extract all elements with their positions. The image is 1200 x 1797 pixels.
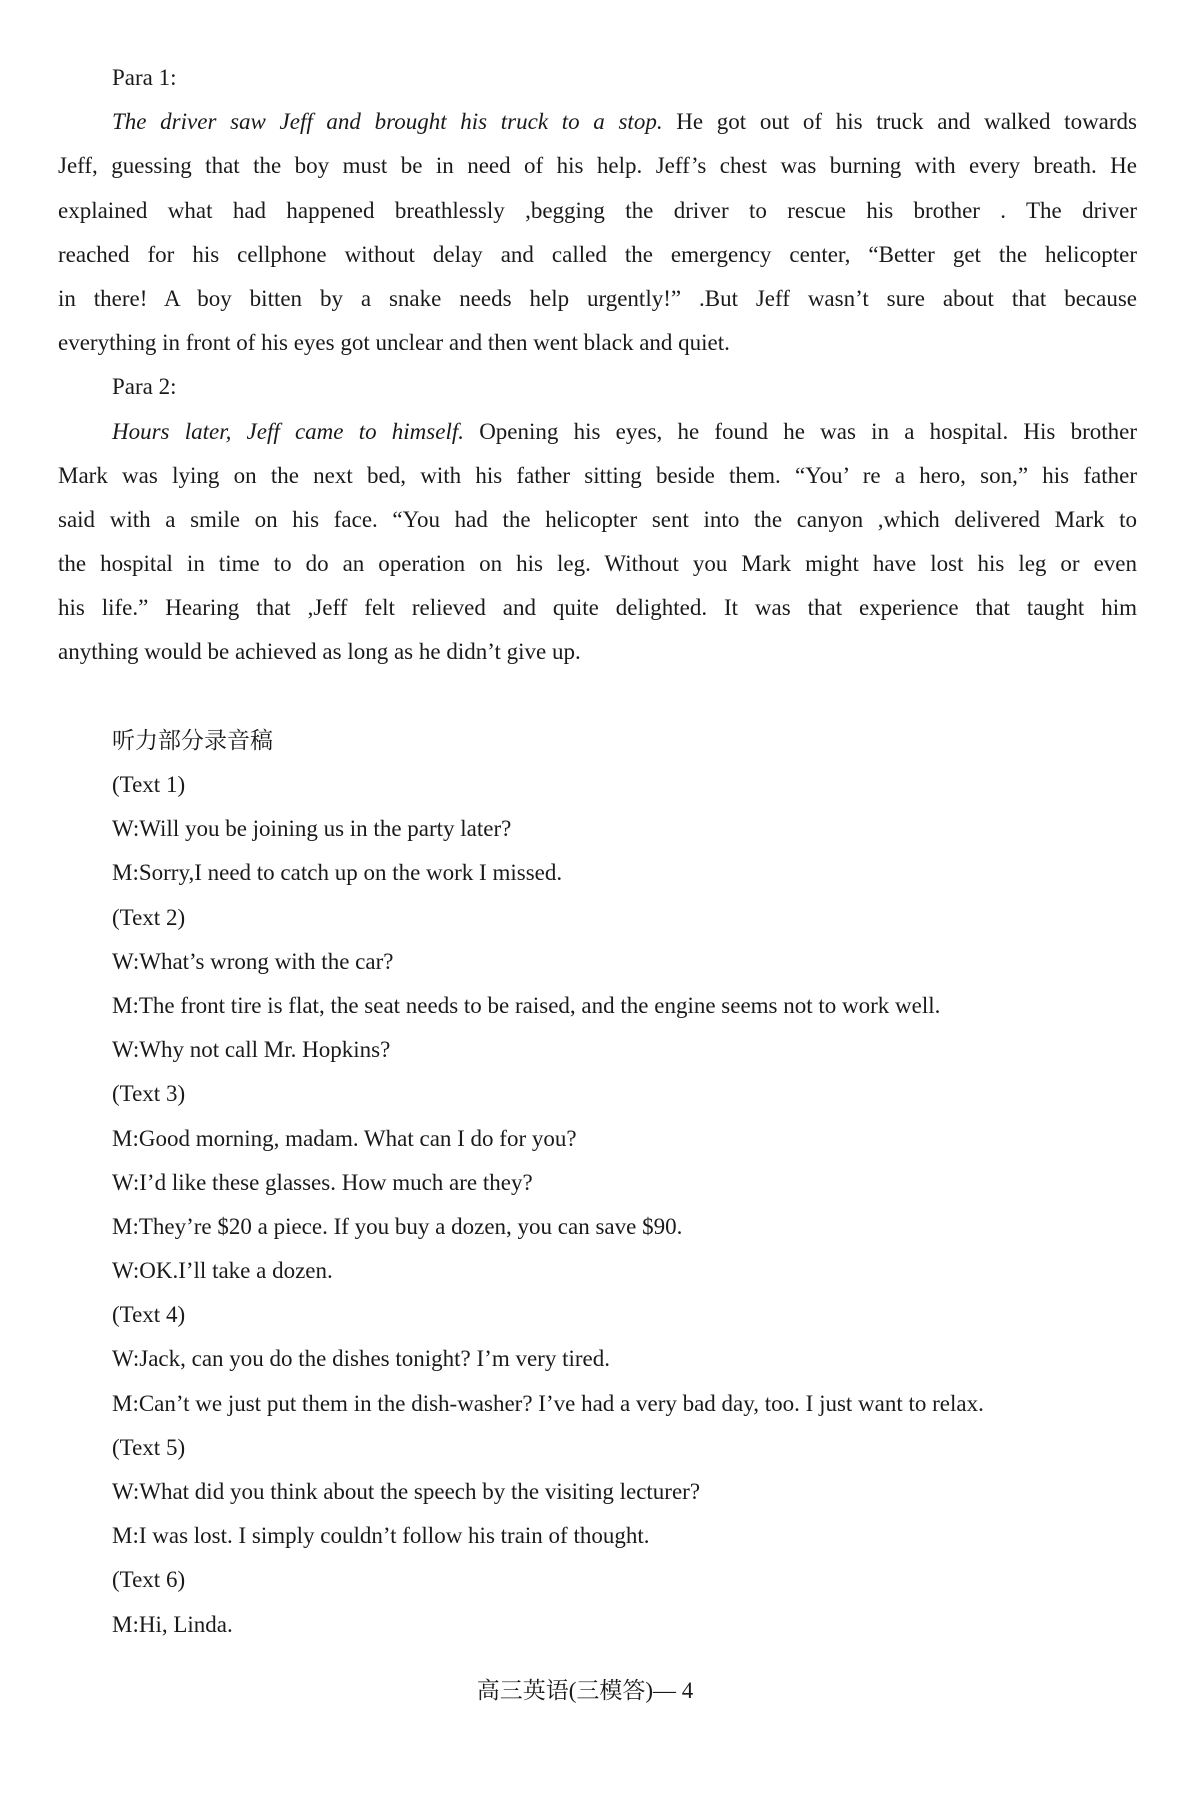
para2-line: said with a smile on his face. “You had the helicopter sent into the canyon ,which delivered Mark to: [58, 506, 1137, 532]
para2-label: Para 2:: [112, 374, 177, 400]
transcript-heading: (Text 2): [112, 904, 186, 930]
transcript-line: M:Sorry,I need to catch up on the work I missed.: [112, 860, 563, 886]
transcript-heading: (Text 5): [112, 1434, 186, 1460]
transcript-heading: (Text 6): [112, 1567, 186, 1593]
para1-line: explained what had happened breathlessly ,begging the driver to rescue his brother . The driver: [58, 197, 1137, 223]
transcript-line: W:What did you think about the speech by the visiting lecturer?: [112, 1479, 701, 1504]
para1-line: Jeff, guessing that the boy must be in need of his help. Jeff’s chest was burning with every breath. He: [58, 153, 1137, 179]
para2-line: Hours later, Jeff came to himself. Opening his eyes, he found he was in a hospital. His brother: [112, 418, 1137, 444]
transcript-line: M:The front tire is flat, the seat needs to be raised, and the engine seems not to work well.: [112, 992, 941, 1018]
section-gap: [58, 675, 1137, 719]
transcript-line: M:Can’t we just put them in the dish-washer? I’ve had a very bad day, too. I just want to relax.: [112, 1390, 984, 1416]
transcript-line: W:What’s wrong with the car?: [112, 948, 394, 974]
transcript-line: W:I’d like these glasses. How much are they?: [112, 1169, 533, 1195]
transcript-line: W:Will you be joining us in the party later?: [112, 816, 512, 842]
page-footer: 高三英语(三模答)— 4: [476, 1678, 694, 1703]
document-page: [58, 56, 1137, 1647]
listening-title: 听力部分录音稿: [112, 727, 273, 753]
transcript-line: W:OK.I’ll take a dozen.: [112, 1258, 333, 1284]
transcript-heading: (Text 3): [112, 1081, 186, 1107]
transcript-line: W:Jack, can you do the dishes tonight? I’m very tired.: [112, 1346, 610, 1372]
para1-label: Para 1:: [112, 65, 177, 90]
para2-line: the hospital in time to do an operation on his leg. Without you Mark might have lost his leg or even: [58, 551, 1137, 577]
para2-line: Mark was lying on the next bed, with his father sitting beside them. “You’ re a hero, son,” his father: [58, 462, 1137, 488]
para1-line: The driver saw Jeff and brought his truck to a stop. He got out of his truck and walked towards: [112, 109, 1137, 135]
para2-line: anything would be achieved as long as he didn’t give up.: [58, 639, 581, 665]
transcript-line: M:Good morning, madam. What can I do for you?: [112, 1125, 577, 1151]
transcript-line: W:Why not call Mr. Hopkins?: [112, 1037, 391, 1063]
transcript-heading: (Text 1): [112, 772, 186, 797]
transcript-line: M:They’re $20 a piece. If you buy a dozen, you can save $90.: [112, 1213, 683, 1239]
para2-line: his life.” Hearing that ,Jeff felt relieved and quite delighted. It was that experience that taught him: [58, 595, 1137, 621]
para1-line: in there! A boy bitten by a snake needs help urgently!” .But Jeff wasn’t sure about that because: [58, 285, 1137, 311]
para2-italic-start: Hours later, Jeff came to himself.: [112, 418, 464, 444]
para1-line: reached for his cellphone without delay and called the emergency center, “Better get the helicopter: [58, 241, 1137, 267]
transcript-line: M:I was lost. I simply couldn’t follow his train of thought.: [112, 1523, 650, 1549]
para1-italic-start: The driver saw Jeff and brought his truck to a stop.: [112, 109, 663, 135]
listening-transcript: [58, 763, 1137, 1647]
transcript-heading: (Text 4): [112, 1302, 186, 1328]
para1-line: everything in front of his eyes got unclear and then went black and quiet.: [58, 330, 730, 356]
transcript-line: M:Hi, Linda.: [112, 1611, 233, 1637]
